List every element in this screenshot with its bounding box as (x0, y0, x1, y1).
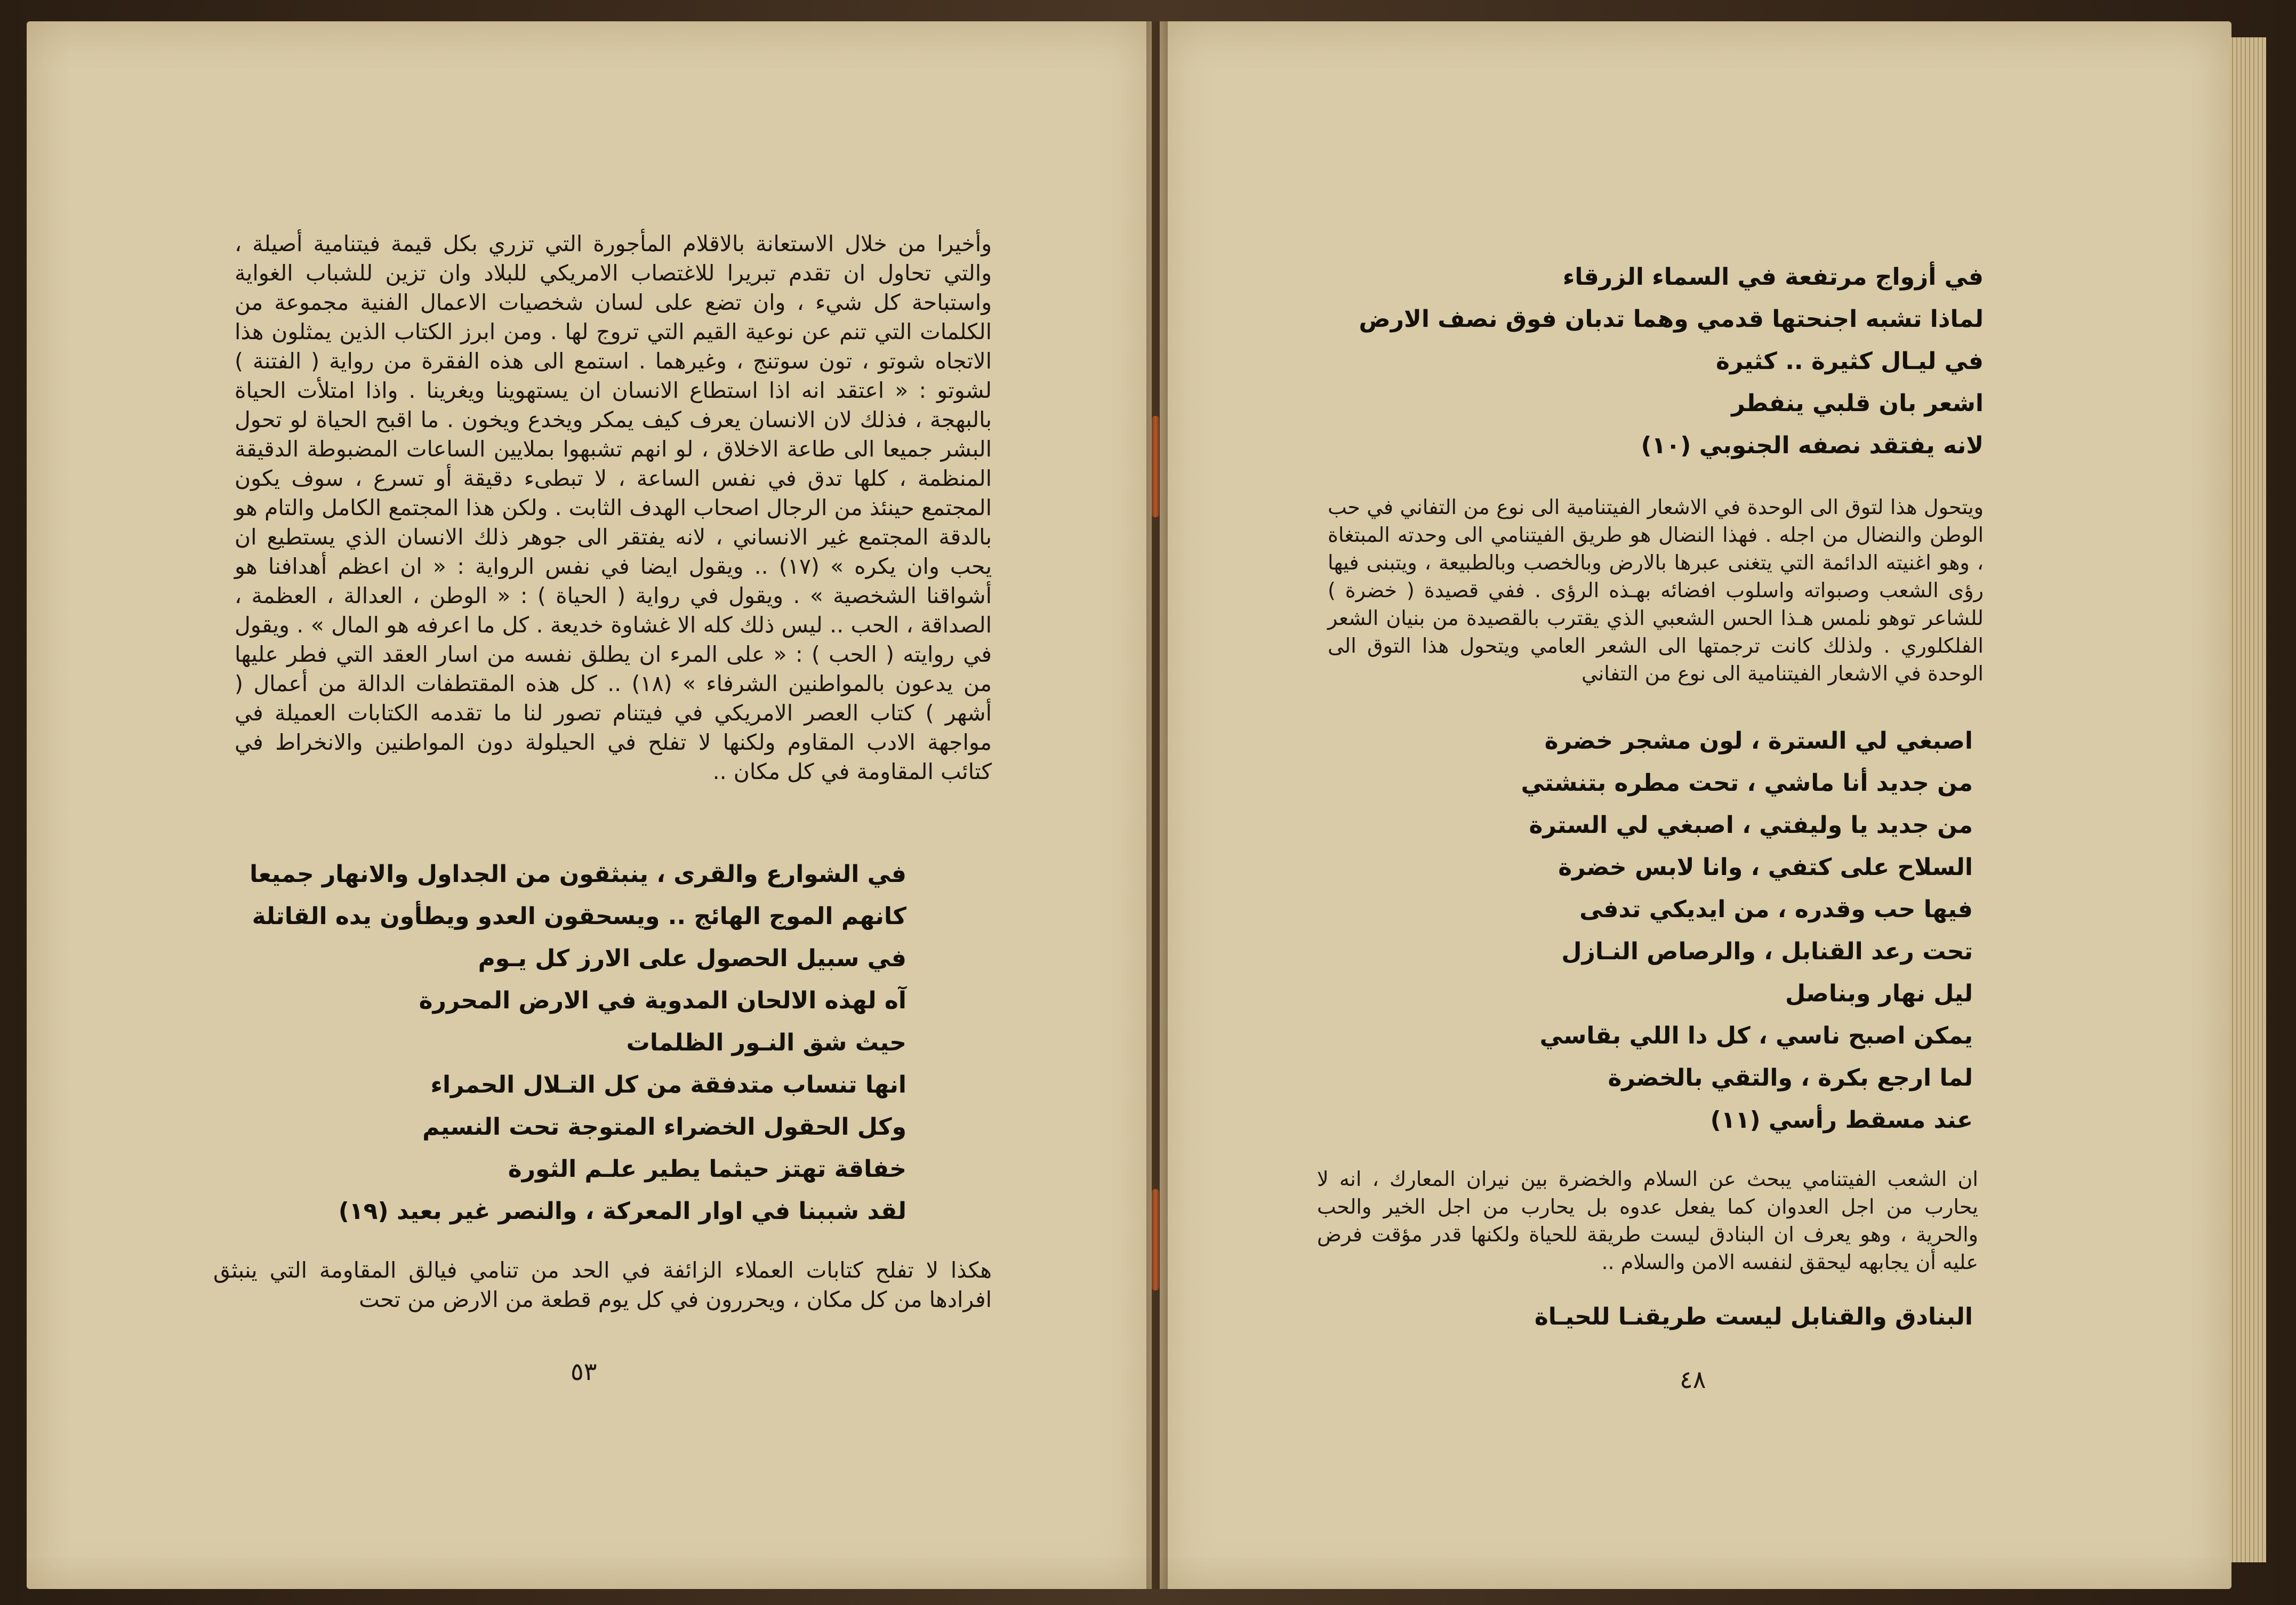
right-closing-line (1534, 1296, 1973, 1338)
verse-line: في أزواج مرتفعة في السماء الزرقاء (1562, 263, 1984, 291)
verse-line: لما ارجع بكرة ، والتقي بالخضرة (1608, 1064, 1973, 1092)
verse-line: آه لهذه الالحان المدوية في الارض المحررة (419, 987, 906, 1014)
verse-line: انها تنساب متدفقة من كل التـلال الحمراء (430, 1071, 906, 1098)
verse-line: اصبغي لي السترة ، لون مشجر خضرة (1544, 727, 1973, 755)
verse-line: حيث شق النـور الظلمات (626, 1029, 906, 1056)
verse-line: من جديد أنا ماشي ، تحت مطره بتنشتي (1521, 769, 1973, 797)
closing-line-text: البنادق والقنابل ليست طريقنـا للحيـاة (1534, 1303, 1973, 1330)
verse-line: يمكن اصبح ناسي ، كل دا اللي بقاسي (1539, 1022, 1973, 1049)
verse-line: فيها حب وقدره ، من ايديكي تدفى (1579, 896, 1973, 923)
book-spine (1146, 21, 1168, 1589)
verse-line: خفاقة تهتز حيثما يطير علـم الثورة (508, 1155, 906, 1183)
verse-line: وكل الحقول الخضراء المتوجة تحت النسيم (422, 1113, 906, 1141)
left-paragraph-2: هكذا لا تفلح كتابات العملاء الزائفة في الحد من تنامي فيالق المقاومة التي ينبثق افرادها من كل مكان ، ويحررون في كل يوم قطعة من الارض من تحت (213, 1257, 992, 1312)
verse-line: في ليـال كثيرة .. كثيرة (1716, 348, 1984, 375)
left-page-number: ٥٣ (571, 1357, 597, 1386)
verse-line: لقد شببنا في اوار المعركة ، والنصر غير بعيد (١٩) (338, 1198, 906, 1225)
left-verse (250, 853, 906, 1232)
right-verse-2 (1472, 720, 1973, 1141)
verse-line: عند مسقط رأسي (١١) (1710, 1106, 1973, 1134)
right-paragraph-1: ويتحول هذا لتوق الى الوحدة في الاشعار الفيتنامية الى نوع من التفاني في حب الوطن والنضال من اجله . فهذا النضال هو طريق الفيتنامي الى وحدته المبتغاة ، وهو اغنيته الدائمة التي يتغنى عبرها بالارض وبالخصب وبالطبيعة ، ويتبنى فيها رؤى الشعب وصبواته واسلوب افضائه بهـذه الرؤى . ففي قصيدة ( خضرة ) للشاعر توهو نلمس هـذا الحس الشعبي الذي يقترب بالقصيدة من بنيان الشعر الفلكلوري . ولذلك كانت ترجمتها الى الشعر العامي ويتحول هذا التوق الى الوحدة في الاشعار الفيتنامية الى نوع من التفاني (1328, 495, 1984, 685)
verse-line: ليل نهار وبناصل (1785, 980, 1973, 1007)
verse-line: من جديد يا وليفتي ، اصبغي لي السترة (1529, 812, 1973, 839)
verse-line: في الشوارع والقرى ، ينبثقون من الجداول والانهار جميعا (250, 861, 906, 888)
verse-line: كانهم الموج الهائج .. ويسحقون العدو ويطأون يده القاتلة (252, 903, 906, 930)
verse-line: تحت رعد القنابل ، والرصاص النـازل (1561, 938, 1973, 965)
verse-line: اشعر بان قلبي ينفطر (1731, 390, 1984, 417)
page-stack-edge (2229, 37, 2266, 1562)
left-paragraph-1: وأخيرا من خلال الاستعانة بالاقلام المأجورة التي تزري بكل قيمة فيتنامية أصيلة ، والتي تحاول ان تقدم تبريرا للاغتصاب الامريكي للبلاد وان تزين للشباب الغواية واستباحة كل شيء ، وان تضع على لسان شخصيات الاعمال الفنية مجموعة من الكلمات التي تنم عن نوعية القيم التي تروج لها . ومن ابرز الكتاب الذين يمثلون هذا الاتجاه شوتو ، تون سوتنج ، وغيرهما . استمع الى هذه الفقرة من رواية ( الفتنة ) لشوتو : « اعتقد انه اذا استطاع الانسان ان يستهوينا ويغرينا . واذا امتلأت الحياة بالبهجة ، فذلك لان الانسان يعرف كيف يمكر ويخدع ويخون . ما اقبح الحياة لو تحول البشر جميعا الى طاعة الاخلاق ، لو انهم تشبهوا بملايين الساعات المضبوطة الدقيقة المنظمة ، كلها تدق في نفس الساعة ، لا تبطىء دقيقة أو تسرع ، سوف يكون المجتمع حينئذ من الرجال اصحاب الهدف الثابت . ولكن هذا المجتمع الكامل والتام هو بالدقة المجتمع غير الانساني ، لانه يفتقر الى جوهر ذلك الانسان الذي يستطيع ان يحب وان يكره » (١٧) .. ويقول ايضا في نفس الرواية : « ان اعظم أهدافنا هو أشواقنا الشخصية » . ويقول في رواية ( الحياة ) : « الوطن ، العدالة ، العظمة ، الصداقة ، الحب .. ليس ذلك كله الا غشاوة خديعة . كل ما اعرفه هو المال » . ويقول في روايته ( الحب ) : « على المرء ان يطلق نفسه من اسار العقد التي فطر عليها من يدعون بالمواطنين الشرفاء » (١٨) .. كل هذه المقتطفات الدالة من أعمال ( أشهر ) كتاب العصر الامريكي في فيتنام تصور لنا ما تقدمه الكتابات العميلة في مواجهة الادب المقاوم ولكنها لا تفلح في الحيلولة دون المواطنين والانخراط في كتائب المقاومة في كل مكان .. (235, 231, 992, 784)
verse-line: لماذا تشبه اجنحتها قدمي وهما تدبان فوق نصف الارض (1359, 306, 1984, 333)
right-paragraph-2: ان الشعب الفيتنامي يبحث عن السلام والخضرة بين نيران المعارك ، انه لا يحارب من اجل العدوان كما يفعل عدوه بل يحارب من اجل الخير والحب والحرية ، وهو يعرف ان البنادق ليست طريقة للحياة ولكنها قدر مؤقت فرض عليه أن يجابهه ليحقق لنفسه الامن والسلام .. (1317, 1167, 1978, 1274)
right-page-number: ٤٨ (1680, 1365, 1706, 1394)
staple-bottom (1152, 1189, 1159, 1290)
staple-top (1152, 416, 1159, 517)
verse-line: في سبيل الحصول على الارز كل يـوم (478, 945, 906, 972)
verse-line: لانه يفتقد نصفه الجنوبي (١٠) (1641, 432, 1984, 459)
verse-line: السلاح على كتفي ، وانا لابس خضرة (1558, 854, 1973, 881)
right-verse-1 (1359, 256, 1984, 467)
